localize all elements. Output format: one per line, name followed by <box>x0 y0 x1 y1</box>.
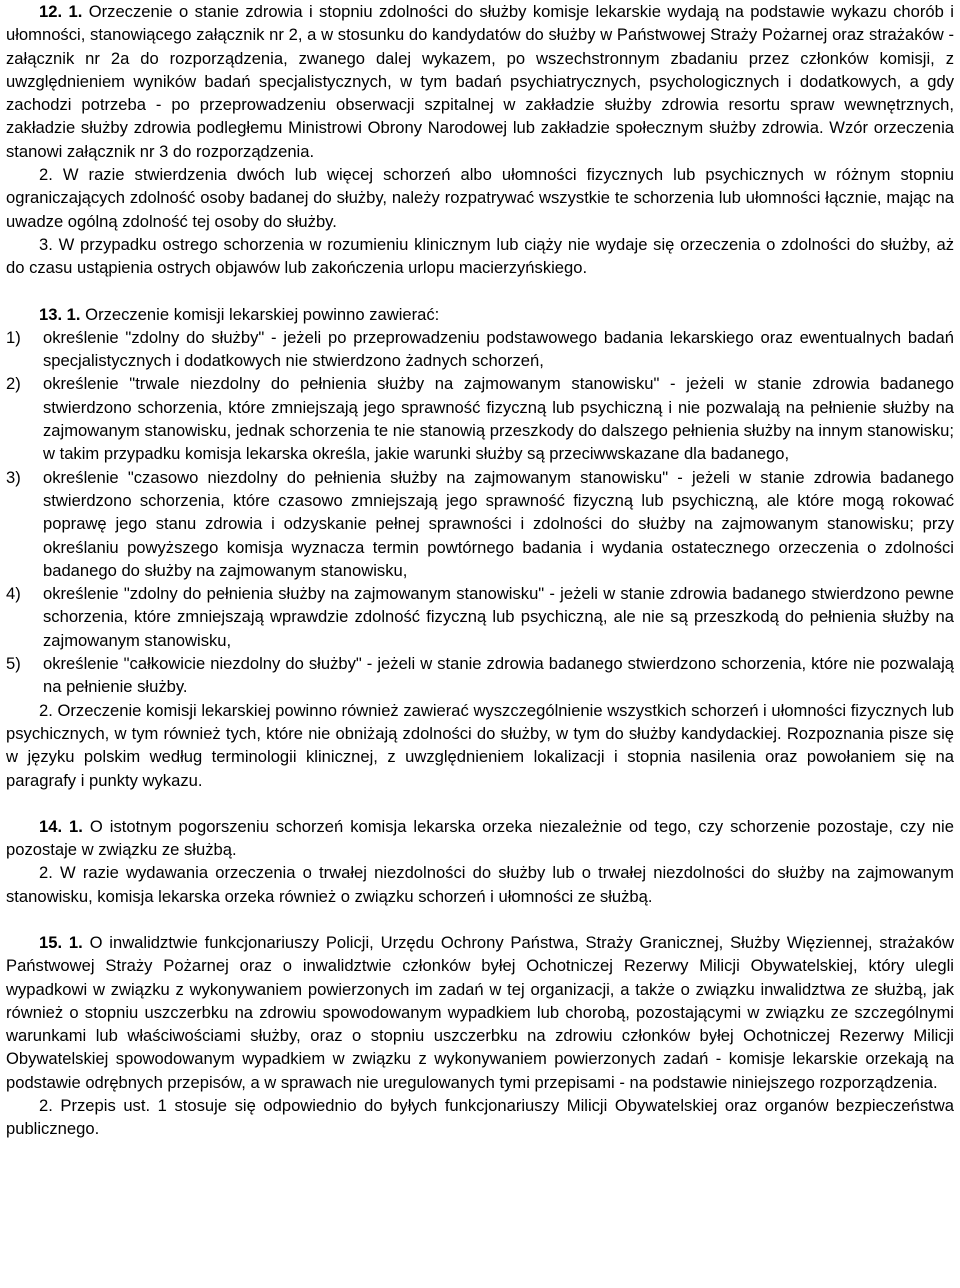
list-item-text: określenie "czasowo niezdolny do pełnienia służby na zajmowanym stanowisku" - jeżeli w stanie zdrowia badanego stwierdzono schorzenia, które czasowo zmniejszają jego sprawność fizyczną lub psychiczną, ale które mogą rokować poprawę jego stanu zdrowia i odzyskanie pełnej sprawności i zdolności do służby na zajmowanym stanowisku; przy określaniu powyższego komisja wyznacza termin powtórnego badania i wydania ostatecznego orzeczenia o zdolności badanego do służby na zajmowanym stanowisku, <box>43 467 954 580</box>
list-item-text: określenie "zdolny do służby" - jeżeli po przeprowadzeniu podstawowego badania lekarskiego oraz ewentualnych badań specjalistycznych i dodatkowych nie stwierdzono żadnych schorzeń, <box>43 327 954 371</box>
list-item <box>6 652 954 699</box>
section-15-paragraph-1 <box>6 931 954 1094</box>
list-item-number: 4) <box>6 584 21 604</box>
section-12-paragraph-1 <box>6 0 954 163</box>
list-item-number: 3) <box>6 467 21 487</box>
list-item <box>6 466 954 582</box>
section-13-number: 13. 1. <box>39 304 81 324</box>
section-13-paragraph-2: 2. Orzeczenie komisji lekarskiej powinno również zawierać wyszczególnienie wszystkich schorzeń i ułomności fizycznych lub psychicznych, w tym również tych, które nie obniżają zdolności do służby, w tym do służby kandydackiej. Rozpoznania pisze się w języku polskim według terminologii klinicznej, z uwzględnieniem lokalizacji i stopnia nasilenia oraz powołaniem się na paragrafy i punkty wykazu. <box>6 700 954 790</box>
section-14-paragraph-2: 2. W razie wydawania orzeczenia o trwałej niezdolności do służby lub o trwałej niezdolności do służby na zajmowanym stanowisku, komisja lekarska orzeka również o związku schorzeń i ułomności ze służbą. <box>6 863 954 906</box>
section-14-text-1: O istotnym pogorszeniu schorzeń komisja lekarska orzeka niezależnie od tego, czy schorzenie pozostaje, czy nie pozostaje w związku ze służbą. <box>6 816 954 860</box>
list-item-number: 1) <box>6 327 21 347</box>
section-15-text-1: O inwalidztwie funkcjonariuszy Policji, Urzędu Ochrony Państwa, Straży Granicznej, Służby Więziennej, strażaków Państwowej Straży Pożarnej oraz o inwalidztwie członków byłej Ochotniczej Rezerwy Milicji Obywatelskiej, który ulegli wypadkowi w związku z wykonywaniem powierzonych im zadań w tej organizacji, a także o związku inwalidztwa ze służbą, jak również o stopniu uszczerbku na zdrowiu spowodowanym wypadkiem lub chorobą, pozostającymi w związku ze szczególnymi warunkami lub właściwościami służby, oraz o stopniu uszczerbku na zdrowiu członków byłej Ochotniczej Rezerwy Milicji Obywatelskiej spowodowanym wypadkiem w związku z wykonywaniem powierzonych zadań - komisje lekarskie orzekają na podstawie odrębnych przepisów, a w sprawach nie uregulowanych tymi przepisami - na podstawie niniejszego rozporządzenia. <box>6 932 954 1092</box>
section-12-number: 12. 1. <box>39 2 83 21</box>
list-item <box>6 326 954 373</box>
list-item <box>6 582 954 652</box>
list-item-text: określenie "całkowicie niezdolny do służby" - jeżeli w stanie zdrowia badanego stwierdzono schorzenia, które nie pozwalają na pełnienie służby. <box>43 654 954 697</box>
list-item <box>6 372 954 465</box>
section-13-text-1: Orzeczenie komisji lekarskiej powinno zawierać: <box>85 304 440 324</box>
section-13-paragraph-1 <box>6 303 954 326</box>
list-item-number: 5) <box>6 654 21 674</box>
section-14-number: 14. 1. <box>39 816 83 836</box>
list-item-number: 2) <box>6 374 21 394</box>
section-12-text-1: Orzeczenie o stanie zdrowia i stopniu zdolności do służby komisje lekarskie wydają na podstawie wykazu chorób i ułomności, stanowiącego załącznik nr 2, a w stosunku do kandydatów do służby w Państwowej Straży Pożarnej oraz strażaków - załącznik nr 2a do rozporządzenia, zwanego dalej wykazem, po wszechstronnym zbadaniu przez członków komisji, z uwzględnieniem wyników badań specjalistycznych, w tym badań psychiatrycznych, psychologicznych i dodatkowych, a gdy zachodzi potrzeba - po przeprowadzeniu obserwacji szpitalnej w zakładzie służby zdrowia resortu spraw wewnętrznych, zakładzie służby zdrowia podległemu Ministrowi Obrony Narodowej lub zakładzie społecznym służby zdrowia. Wzór orzeczenia stanowi załącznik nr 3 do rozporządzenia. <box>6 2 954 161</box>
list-item-text: określenie "trwale niezdolny do pełnienia służby na zajmowanym stanowisku" - jeżeli w stanie zdrowia badanego stwierdzono schorzenia, które zmniejszają jego sprawność fizyczną lub psychiczną i nie pozwalają na pełnienie służby na zajmowanym stanowisku, jednak schorzenia te nie stanowią przeszkody do dalszego pełnienia służby na innym stanowisku; w takim przypadku komisja lekarska określa, jakie warunki służby są przeciwwskazane dla badanego, <box>43 374 954 464</box>
section-15-number: 15. 1. <box>39 932 83 952</box>
section-12-paragraph-2: 2. W razie stwierdzenia dwóch lub więcej schorzeń albo ułomności fizycznych lub psychicznych w różnym stopniu ograniczających zdolność osoby badanej do służby, należy rozpatrywać wszystkie te schorzenia lub ułomności łącznie, mając na uwadze ogólną zdolność tej osoby do służby. <box>6 165 954 231</box>
section-14-paragraph-1 <box>6 815 954 862</box>
section-15-paragraph-2: 2. Przepis ust. 1 stosuje się odpowiednio do byłych funkcjonariuszy Milicji Obywatelskiej oraz organów bezpieczeństwa publicznego. <box>6 1096 954 1139</box>
section-12-paragraph-3: 3. W przypadku ostrego schorzenia w rozumieniu klinicznym lub ciąży nie wydaje się orzeczenia o zdolności do służby, aż do czasu ustąpienia ostrych objawów lub zakończenia urlopu macierzyńskiego. <box>6 234 954 278</box>
list-item-text: określenie "zdolny do pełnienia służby na zajmowanym stanowisku" - jeżeli w stanie zdrowia badanego stwierdzono pewne schorzenia, które zmniejszają wprawdzie zdolność fizyczną lub psychiczną, ale nie są przeszkodą do pełnienia służby na zajmowanym stanowisku, <box>43 584 954 650</box>
